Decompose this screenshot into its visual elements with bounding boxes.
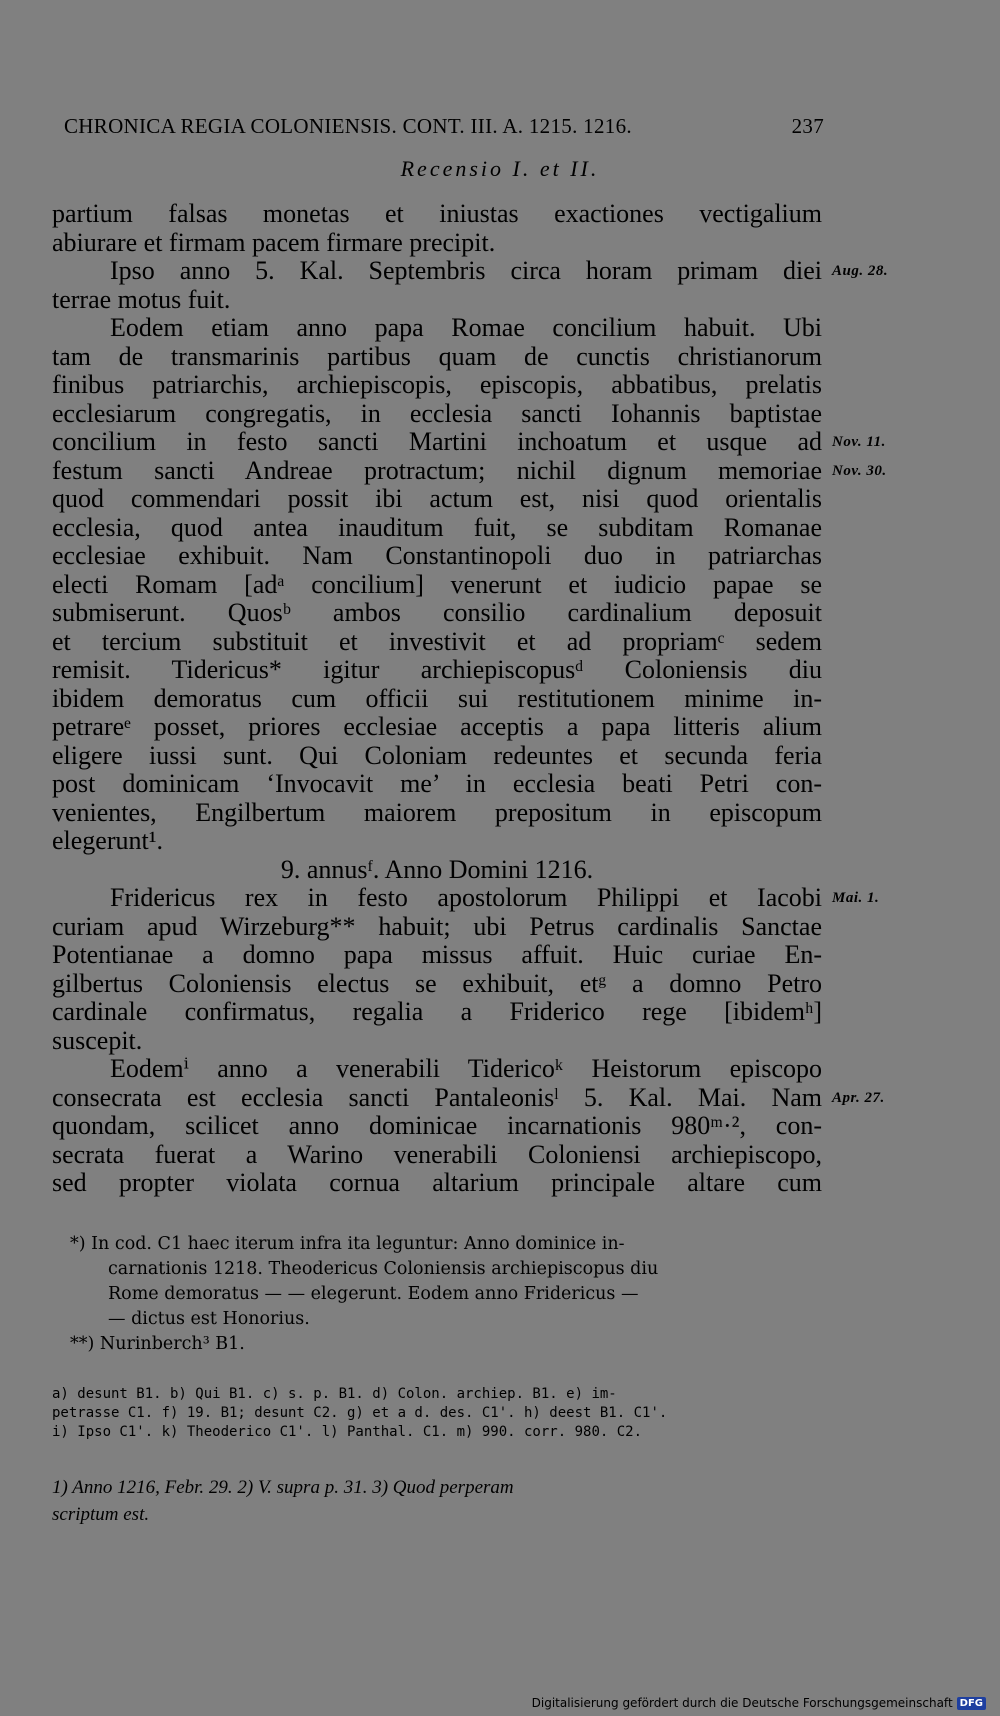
apparatus-line: petrasse C1. f) 19. B1; desunt C2. g) et a d. des. C1'. h) deest B1. C1'.	[52, 1405, 668, 1421]
text-line	[52, 742, 822, 771]
text-line	[52, 628, 822, 657]
text-line-content: curiam apud Wirzeburg** habuit; ubi Petrus cardinalis Sanctae	[52, 911, 822, 941]
text-line	[52, 1169, 822, 1198]
text-line-content: elegerunt¹.	[52, 826, 164, 855]
text-line	[52, 427, 886, 457]
text-line-content: consecrata est ecclesia sancti Pantaleonisˡ 5. Kal. Mai. Nam	[52, 1082, 822, 1112]
text-line	[52, 599, 822, 628]
footnote-line: — dictus est Honorius.	[108, 1309, 310, 1329]
main-text	[52, 199, 889, 1198]
text-line-content: 9. annusᶠ. Anno Domini 1216.	[280, 854, 594, 884]
text-line-content: quondam, scilicet anno dominicae incarnationis 980ᵐ·², con-	[52, 1111, 822, 1140]
footnote-line: **) Nurinberch³ B1.	[70, 1334, 245, 1354]
text-line-content: gilbertus Coloniensis electus se exhibuit, etᵍ a domno Petro	[52, 968, 822, 998]
text-line-content: finibus patriarchis, archiepiscopis, episcopis, abbatibus, prelatis	[52, 370, 822, 399]
text-line	[52, 343, 822, 372]
text-line-content: venientes, Engilbertum maiorem prepositum in episcopum	[52, 797, 822, 827]
variant-apparatus	[52, 1385, 826, 1442]
digitization-credit	[532, 1696, 986, 1710]
apparatus-line: a) desunt B1. b) Qui B1. c) s. p. B1. d) Colon. archiep. B1. e) im-	[52, 1386, 617, 1402]
text-line-content: ecclesiae exhibuit. Nam Constantinopoli duo in patriarchas	[52, 541, 822, 570]
marginal-date: Mai. 1.	[832, 890, 880, 906]
marginal-date: Apr. 27.	[832, 1089, 885, 1106]
text-line	[52, 1027, 822, 1056]
text-line-content: secrata fuerat a Warino venerabili Coloniensi archiepiscopo,	[52, 1139, 822, 1169]
text-line	[52, 941, 822, 970]
text-line	[52, 770, 822, 799]
text-line	[52, 998, 822, 1027]
text-line	[52, 1112, 822, 1141]
text-line-content: festum sancti Andreae protractum; nichil dignum memoriae	[52, 455, 822, 485]
text-line-content: abiurare et firmam pacem firmare precipit.	[52, 227, 496, 257]
marginal-date: Nov. 11.	[832, 434, 886, 450]
running-title: CHRONICA REGIA COLONIENSIS. CONT. III. A. 1215. 1216.	[64, 114, 632, 138]
text-line-content: ecclesia, quod antea inauditum fuit, se subditam Romanae	[52, 512, 822, 542]
text-line-content: Ipso anno 5. Kal. Septembris circa horam primam diei	[110, 256, 822, 285]
text-line	[52, 1141, 822, 1170]
text-line	[52, 883, 880, 913]
text-line	[52, 656, 822, 685]
text-line	[52, 542, 822, 571]
text-line-content: petrareᵉ posset, priores ecclesiae acceptis a papa litteris alium	[52, 712, 822, 741]
footnote-line: carnationis 1218. Theodericus Coloniensis archiepiscopus diu	[108, 1259, 659, 1279]
text-line	[52, 229, 822, 258]
text-line-content: quod commendari possit ibi actum est, nisi quod orientalis	[52, 484, 822, 513]
text-line-content: cardinale confirmatus, regalia a Friderico rege [ibidemʰ]	[52, 997, 822, 1026]
dfg-logo: DFG	[957, 1697, 986, 1710]
text-line	[52, 286, 822, 315]
text-line-content: remisit. Tidericus* igitur archiepiscopusᵈ Coloniensis diu	[52, 655, 822, 684]
text-line	[52, 1082, 885, 1113]
text-line-content: post dominicam ‘Invocavit me’ in ecclesia beati Petri con-	[52, 769, 822, 798]
apparatus-line: i) Ipso C1'. k) Theoderico C1'. l) Panthal. C1. m) 990. corr. 980. C2.	[52, 1424, 643, 1440]
text-line	[52, 455, 887, 486]
text-line-content: submiserunt. Quosᵇ ambos consilio cardinalium deposuit	[52, 598, 822, 627]
text-line-content: Eodemⁱ anno a venerabili Tidericoᵏ Heistorum episcopo	[110, 1054, 822, 1083]
text-line	[52, 514, 822, 543]
text-line	[52, 256, 889, 286]
text-line-content: ibidem demoratus cum officii sui restitutionem minime in-	[52, 683, 822, 713]
numbered-footnotes	[52, 1474, 826, 1528]
running-header	[64, 114, 824, 139]
text-line-content: tam de transmarinis partibus quam de cunctis christianorum	[52, 341, 822, 371]
text-line	[52, 685, 822, 714]
marginal-date: Aug. 28.	[832, 263, 889, 279]
credit-text: Digitalisierung gefördert durch die Deutsche Forschungsgemeinschaft	[531, 1696, 953, 1710]
numbered-footnote-line: scriptum est.	[52, 1504, 150, 1525]
asterisk-footnotes	[70, 1232, 830, 1357]
marginal-date: Nov. 30.	[832, 462, 887, 479]
text-line-content: suscepit.	[52, 1025, 143, 1055]
text-line	[52, 485, 822, 514]
footnote-line: Rome demoratus — — elegerunt. Eodem anno Fridericus —	[108, 1284, 639, 1304]
text-line	[52, 371, 822, 400]
text-line	[52, 400, 822, 429]
text-line-content: Potentianae a domno papa missus affuit. Huic curiae En-	[52, 940, 822, 969]
text-line-content: et tercium substituit et investivit et ad propriamᶜ sedem	[52, 626, 822, 656]
text-line	[52, 314, 822, 343]
numbered-footnote-line: 1) Anno 1216, Febr. 29. 2) V. supra p. 31. 3) Quod perperam	[52, 1477, 514, 1498]
text-line	[52, 970, 822, 999]
page-number: 237	[791, 114, 824, 138]
text-line	[52, 827, 822, 856]
text-line-content: eligere iussi sunt. Qui Coloniam redeuntes et secunda feria	[52, 740, 822, 770]
text-line-content: electi Romam [adᵃ concilium] venerunt et iudicio papae se	[52, 569, 822, 599]
text-line	[52, 571, 822, 600]
footnote-line: *) In cod. C1 haec iterum infra ita leguntur: Anno dominice in-	[70, 1234, 625, 1254]
text-line-content: concilium in festo sancti Martini inchoatum et usque ad	[52, 427, 822, 456]
text-line-content: Fridericus rex in festo apostolorum Philippi et Iacobi	[110, 883, 822, 912]
text-line-content: sed propter violata cornua altarium principale altare cum	[52, 1168, 822, 1197]
text-line	[52, 799, 822, 828]
text-line	[52, 713, 822, 742]
text-line	[52, 1055, 822, 1084]
text-line	[52, 200, 822, 229]
text-line-content: partium falsas monetas et iniustas exactiones vectigalium	[52, 199, 822, 228]
text-line	[52, 913, 822, 942]
text-line-content: Eodem etiam anno papa Romae concilium habuit. Ubi	[110, 313, 822, 342]
text-line-content: ecclesiarum congregatis, in ecclesia sancti Iohannis baptistae	[52, 398, 822, 428]
text-line-content: terrae motus fuit.	[52, 284, 231, 314]
text-line	[52, 856, 822, 885]
recension-heading: Recensio I. et II.	[400, 156, 600, 181]
